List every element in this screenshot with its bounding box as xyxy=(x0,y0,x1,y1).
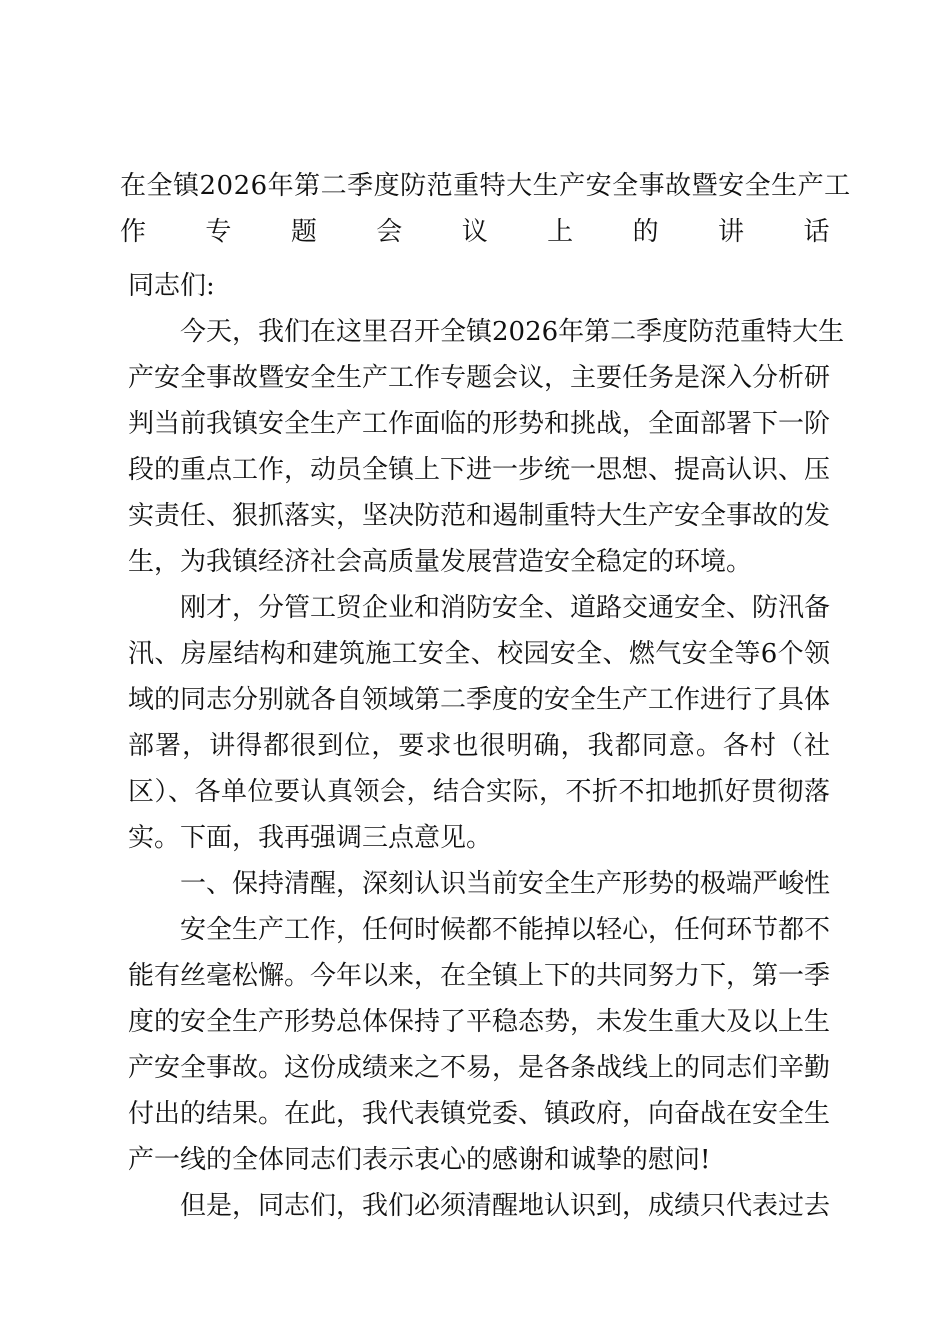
paragraph-line: 区）、各单位要认真领会，结合实际，不折不扣地抓好贯彻落 xyxy=(128,777,830,807)
speech-body xyxy=(128,263,845,1229)
paragraph-line: 安全生产工作，任何时候都不能掉以轻心，任何环节都不 xyxy=(180,915,831,945)
paragraph-line: 汛、房屋结构和建筑施工安全、校园安全、燃气安全等6个领 xyxy=(128,639,830,669)
title-line-2: 作专题会议上的讲话 xyxy=(120,217,830,247)
title-line-1: 在全镇2026年第二季度防范重特大生产安全事故暨安全生产工 xyxy=(120,171,851,201)
paragraph-line: 域的同志分别就各自领域第二季度的安全生产工作进行了具体 xyxy=(128,685,831,715)
paragraph-line: 实责任、狠抓落实，坚决防范和遏制重特大生产安全事故的发 xyxy=(128,501,831,531)
paragraph-1 xyxy=(128,309,845,585)
paragraph-line: 刚才，分管工贸企业和消防安全、道路交通安全、防汛备 xyxy=(180,593,831,623)
paragraph-line: 产安全事故。这份成绩来之不易，是各条战线上的同志们辛勤 xyxy=(128,1053,831,1083)
paragraph-line: 产安全事故暨安全生产工作专题会议，主要任务是深入分析研 xyxy=(128,363,831,393)
paragraph-line: 实。下面，我再强调三点意见。 xyxy=(128,823,493,853)
paragraph-line: 产一线的全体同志们表示衷心的感谢和诚挚的慰问! xyxy=(128,1145,711,1175)
paragraph-line: 段的重点工作，动员全镇上下进一步统一思想、提高认识、压 xyxy=(128,455,831,485)
paragraph-line: 能有丝毫松懈。今年以来，在全镇上下的共同努力下，第一季 xyxy=(128,961,831,991)
paragraph-line: 度的安全生产形势总体保持了平稳态势，未发生重大及以上生 xyxy=(128,1007,831,1037)
paragraph-2 xyxy=(128,585,830,861)
paragraph-3 xyxy=(128,907,830,1183)
paragraph-line: 生，为我镇经济社会高质量发展营造安全稳定的环境。 xyxy=(128,547,753,577)
section-heading-1 xyxy=(128,861,830,907)
paragraph-4 xyxy=(128,1183,830,1229)
paragraph-line: 今天，我们在这里召开全镇2026年第二季度防范重特大生 xyxy=(180,317,845,347)
paragraph-line: 判当前我镇安全生产工作面临的形势和挑战，全面部署下一阶 xyxy=(128,409,831,439)
speech-title xyxy=(120,160,851,252)
paragraph-line: 但是，同志们，我们必须清醒地认识到，成绩只代表过去 xyxy=(180,1191,831,1221)
paragraph-line: 付出的结果。在此，我代表镇党委、镇政府，向奋战在安全生 xyxy=(128,1099,831,1129)
salutation: 同志们: xyxy=(128,271,215,301)
paragraph-line: 部署，讲得都很到位，要求也很明确，我都同意。各村（社 xyxy=(128,731,830,761)
section-heading-line: 一、保持清醒，深刻认识当前安全生产形势的极端严峻性 xyxy=(180,869,831,899)
